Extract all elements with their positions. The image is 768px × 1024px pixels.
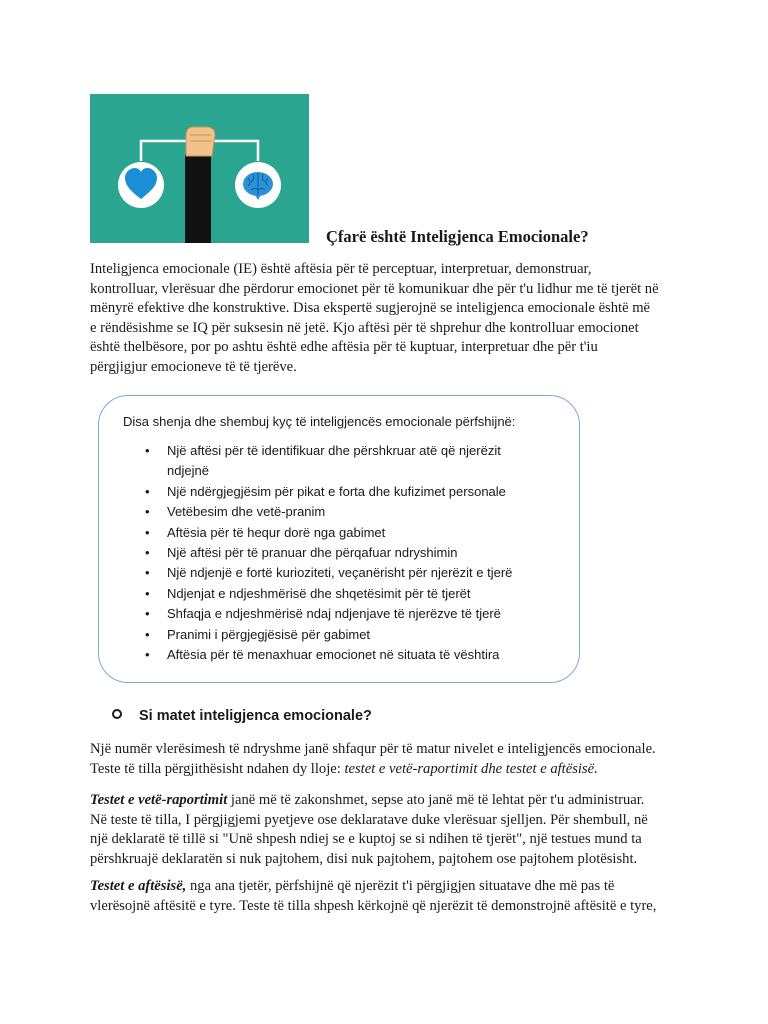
intro-paragraph bbox=[90, 260, 682, 377]
emotional-intelligence-illustration bbox=[90, 94, 309, 243]
bullet-icon: • bbox=[145, 524, 150, 540]
page-title: Çfarë është Inteligjenca Emocionale? bbox=[326, 227, 589, 246]
term-self-report: Testet e vetë-raportimit bbox=[90, 792, 228, 808]
bullet-icon: • bbox=[145, 585, 150, 601]
circle-bullet-icon bbox=[112, 709, 122, 719]
bullet-icon: • bbox=[145, 545, 150, 561]
list-item: • Vetëbesim dhe vetë-pranim bbox=[167, 502, 577, 522]
paragraph-self-report: Testet e vetë-raportimit janë më të zakonshmet, sepse ato janë më të lehtat për t'u administruar. Në teste të tilla, I përgjigjemi pyetjeve ose deklaratave duke vlerësuar sjelljen. Për shembull, në një deklaratë të tillë si "Unë shpesh ndiej se e kuptoj se si ndihen të tjerët", një testues mund ta përshkruajë deklaratën si nuk pajtohem, disi nuk pajtohem, pajtohem ose pajtohem plotësisht. bbox=[90, 792, 648, 867]
section-heading: Si matet inteligjenca emocionale? bbox=[112, 708, 372, 724]
bullet-icon: • bbox=[145, 443, 150, 458]
list-item: • Një ndërgjegjësim për pikat e forta dhe kufizimet personale bbox=[167, 482, 577, 502]
bullet-icon: • bbox=[145, 626, 150, 642]
list-item: • Aftësia për të hequr dorë nga gabimet bbox=[167, 523, 577, 543]
bullet-icon: • bbox=[145, 647, 150, 663]
list-item: • Shfaqja e ndjeshmërisë ndaj ndjenjave të njerëzve të tjerë bbox=[167, 604, 577, 624]
list-item: • Aftësia për të menaxhuar emocionet në situata të vështira bbox=[167, 645, 577, 665]
bullet-icon: • bbox=[145, 565, 150, 581]
list-item: • Ndjenjat e ndjeshmërisë dhe shqetësimit për të tjerët bbox=[167, 584, 577, 604]
paragraph-assessments: Një numër vlerësimesh të ndryshme janë shfaqur për të matur nivelet e inteligjencës emocionale. Teste të tilla përgjithësisht ndahen dy lloje: testet e vetë-raportimit dhe testet e aftësisë. bbox=[90, 741, 656, 777]
key-signs-callout-box bbox=[98, 395, 580, 683]
callout-title: Disa shenja dhe shembuj kyç të inteligjencës emocionale përfshijnë: bbox=[123, 414, 516, 429]
intro-line: mënyrë efektive dhe konstruktive. Disa ekspertë sugjerojnë se inteligjenca emocionale është më bbox=[90, 300, 651, 316]
list-item: • Një aftësi për të pranuar dhe përqafuar ndryshimin bbox=[167, 543, 577, 563]
term-ability-tests: Testet e aftësisë, bbox=[90, 878, 187, 894]
list-item: • Një aftësi për të identifikuar dhe përshkruar atë që njerëzit ndjejnë bbox=[145, 443, 501, 479]
paragraph-ability-tests: Testet e aftësisë, nga ana tjetër, përfshijnë që njerëzit t'i përgjigjen situatave dhe më pas të vlerësojnë aftësitë e tyre. Teste të tilla shpesh kërkojnë që njerëzit të demonstrojnë aftësitë e tyre, bbox=[90, 878, 657, 914]
bullet-icon: • bbox=[145, 483, 150, 499]
list-item: • Pranimi i përgjegjësisë për gabimet bbox=[167, 625, 577, 645]
bullet-icon: • bbox=[145, 606, 150, 622]
italic-text: testet e vetë-raportimit dhe testet e aftësisë. bbox=[344, 760, 598, 777]
intro-line: kontrolluar, vlerësuar dhe përdorur emocionet për të komunikuar dhe për t'u lidhur me të tjerët në bbox=[90, 280, 659, 297]
intro-line: Inteligjenca emocionale (IE) është aftësia për të perceptuar, interpretuar, demonstruar, bbox=[90, 261, 592, 277]
bullet-icon: • bbox=[145, 504, 150, 520]
intro-line: përgjigjur emocioneve të të tjerëve. bbox=[90, 358, 297, 375]
key-signs-list bbox=[123, 441, 577, 665]
list-item: • Një ndjenjë e fortë kurioziteti, veçanërisht për njerëzit e tjerë bbox=[167, 563, 577, 583]
intro-line: e rëndësishme se IQ për suksesin në jetë. Kjo aftësi për të shprehur dhe kontrolluar emocionet bbox=[90, 319, 639, 336]
intro-line: është thelbësore, por po ashtu është edhe aftësia për të kuptuar, interpretuar dhe për t'iu bbox=[90, 339, 598, 355]
